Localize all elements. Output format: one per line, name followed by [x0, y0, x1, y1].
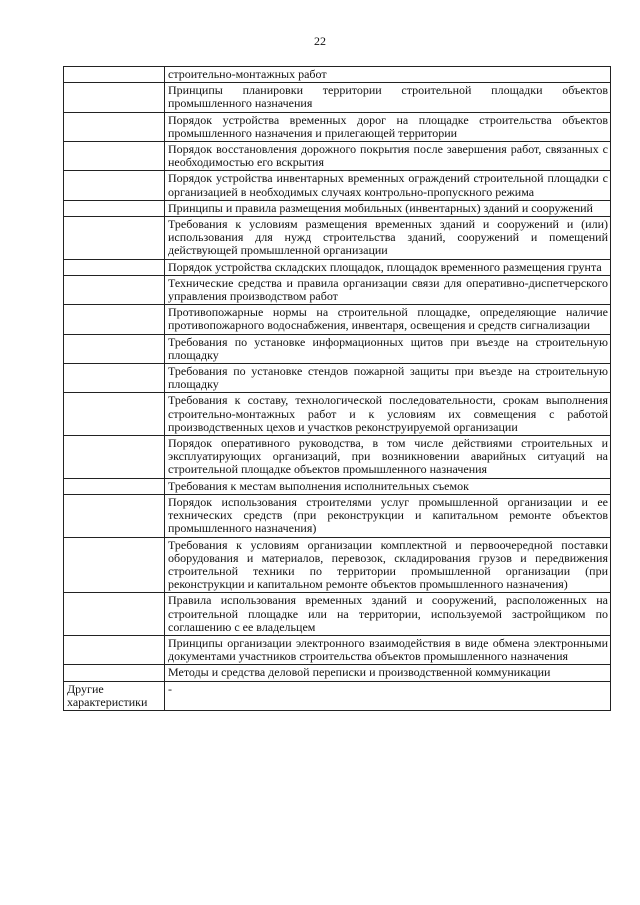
requirements-table-body: [64, 67, 611, 711]
requirement-text: Противопожарные нормы на строительной площадке, определяющие наличие противопожарного водоснабжения, инвентаря, освещения и средств сигнализации: [165, 305, 611, 334]
requirement-group-cell: [64, 142, 165, 171]
requirement-text: Методы и средства деловой переписки и производственной коммуникации: [165, 665, 611, 681]
requirement-text: Требования к составу, технологической последовательности, срокам выполнения строительно-монтажных работ и к условиям их совмещения с работой производственных цехов и участков реконструируемой организации: [165, 393, 611, 436]
requirement-group-cell: [64, 537, 165, 593]
requirement-row: [64, 364, 611, 393]
requirement-text: Порядок устройства складских площадок, площадок временного размещения грунта: [165, 259, 611, 275]
requirement-group-cell: [64, 259, 165, 275]
other-characteristics-row: [64, 681, 611, 710]
requirement-group-cell: [64, 478, 165, 494]
requirement-row: [64, 217, 611, 260]
requirement-text: Требования к условиям размещения временных зданий и сооружений и (или) использования для нужд строительства зданий, сооружений и помещений действующей промышленной организации: [165, 217, 611, 260]
requirement-row: [64, 537, 611, 593]
requirement-row: [64, 305, 611, 334]
requirement-group-cell: [64, 334, 165, 363]
requirement-group-cell: [64, 112, 165, 141]
other-characteristics-value: -: [165, 681, 611, 710]
requirement-group-cell: [64, 635, 165, 664]
requirement-text: Порядок устройства инвентарных временных ограждений строительной площадки с организацией в необходимых случаях контрольно-пропускного режима: [165, 171, 611, 200]
requirement-text: Принципы планировки территории строительной площадки объектов промышленного назначения: [165, 83, 611, 112]
requirement-group-cell: [64, 436, 165, 479]
requirement-row: [64, 200, 611, 216]
requirement-row: [64, 275, 611, 304]
requirement-row: [64, 142, 611, 171]
requirement-text: Требования по установке стендов пожарной защиты при въезде на строительную площадку: [165, 364, 611, 393]
requirement-row: [64, 334, 611, 363]
requirement-text: строительно-монтажных работ: [165, 67, 611, 83]
requirement-row: [64, 67, 611, 83]
requirement-row: [64, 83, 611, 112]
requirement-group-cell: [64, 275, 165, 304]
requirement-group-cell: [64, 305, 165, 334]
requirement-row: [64, 665, 611, 681]
requirement-group-cell: [64, 217, 165, 260]
requirement-text: Требования по установке информационных щитов при въезде на строительную площадку: [165, 334, 611, 363]
other-characteristics-label: Другие характеристики: [64, 681, 165, 710]
requirement-group-cell: [64, 83, 165, 112]
requirement-group-cell: [64, 494, 165, 537]
requirement-row: [64, 593, 611, 636]
requirement-row: [64, 171, 611, 200]
requirement-group-cell: [64, 665, 165, 681]
requirement-group-cell: [64, 593, 165, 636]
requirement-text: Технические средства и правила организации связи для оперативно-диспетчерского управления производством работ: [165, 275, 611, 304]
requirement-text: Принципы и правила размещения мобильных (инвентарных) зданий и сооружений: [165, 200, 611, 216]
requirement-text: Принципы организации электронного взаимодействия в виде обмена электронными документами участников строительства объектов промышленного назначения: [165, 635, 611, 664]
requirement-text: Порядок использования строителями услуг промышленной организации и ее технических средств (при реконструкции и капитальном ремонте объектов промышленного назначения): [165, 494, 611, 537]
page-number: 22: [314, 34, 326, 48]
requirement-group-cell: [64, 364, 165, 393]
requirement-text: Требования к условиям организации комплектной и первоочередной поставки оборудования и материалов, перевозок, складирования грузов и передвижения строительной техники по территории промышленной организации (при реконструкции и капитальном ремонте объектов промышленного назначения): [165, 537, 611, 593]
requirement-text: Порядок оперативного руководства, в том числе действиями строительных и эксплуатирующих организаций, при возникновении аварийных ситуаций на строительной площадке объектов промышленного назначения: [165, 436, 611, 479]
requirement-group-cell: [64, 67, 165, 83]
requirement-row: [64, 259, 611, 275]
requirement-text: Порядок устройства временных дорог на площадке строительства объектов промышленного назначения и прилегающей территории: [165, 112, 611, 141]
requirement-group-cell: [64, 393, 165, 436]
requirement-text: Правила использования временных зданий и сооружений, расположенных на строительной площадке или на территории, используемой застройщиком по соглашению с ее владельцем: [165, 593, 611, 636]
requirement-group-cell: [64, 200, 165, 216]
requirement-row: [64, 478, 611, 494]
requirement-row: [64, 494, 611, 537]
requirement-row: [64, 635, 611, 664]
requirement-group-cell: [64, 171, 165, 200]
requirement-text: Порядок восстановления дорожного покрытия после завершения работ, связанных с необходимостью его вскрытия: [165, 142, 611, 171]
requirement-row: [64, 112, 611, 141]
requirement-row: [64, 436, 611, 479]
requirements-table: [63, 66, 611, 711]
requirement-row: [64, 393, 611, 436]
requirement-text: Требования к местам выполнения исполнительных съемок: [165, 478, 611, 494]
